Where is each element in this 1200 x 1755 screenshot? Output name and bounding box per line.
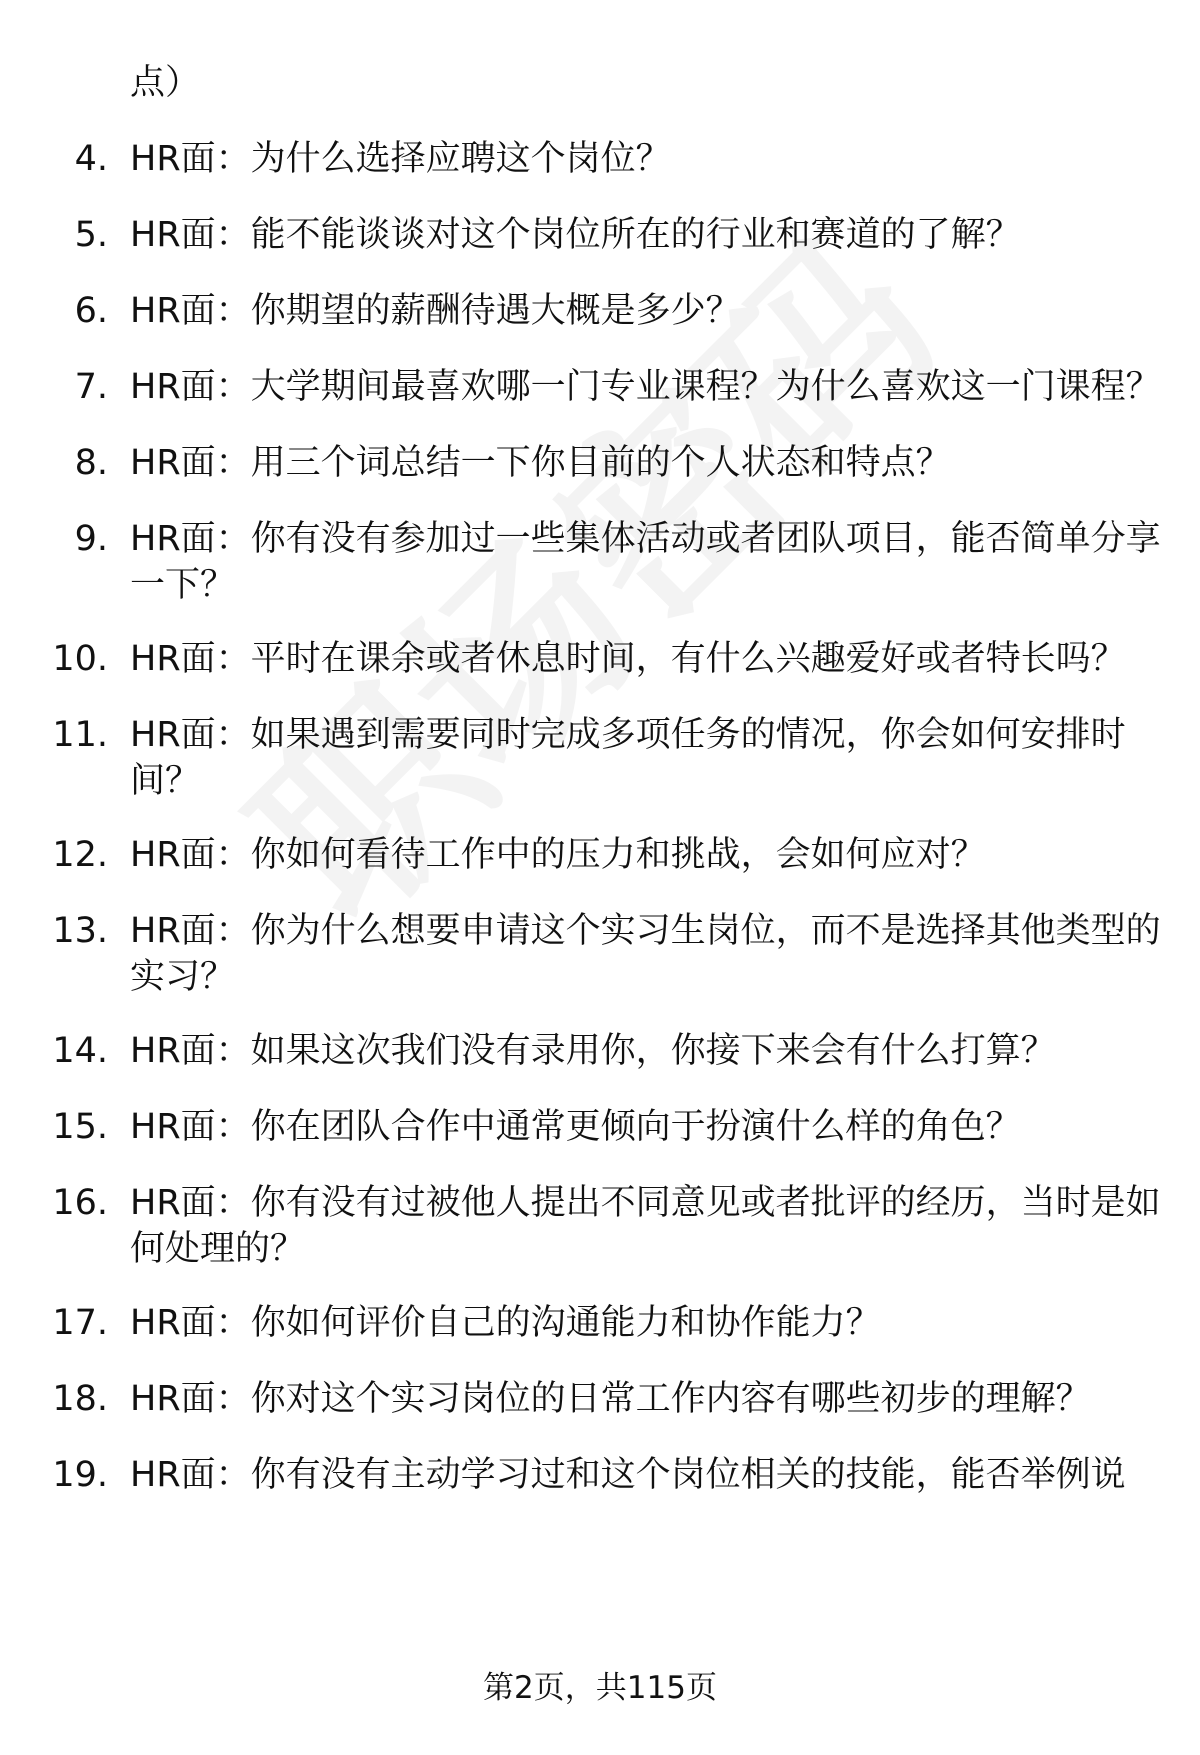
item-text: HR面：你在团队合作中通常更倾向于扮演什么样的角色？ — [130, 1107, 1021, 1147]
list-item — [0, 636, 1200, 684]
item-number: 18. — [52, 1379, 108, 1419]
item-number: 7. — [74, 367, 108, 407]
list-item — [0, 212, 1200, 260]
item-text: HR面：你如何看待工作中的压力和挑战，会如何应对？ — [130, 835, 986, 875]
item-number: 19. — [52, 1455, 108, 1495]
list-item — [0, 288, 1200, 336]
item-text: 点） — [130, 63, 201, 103]
item-number: 8. — [74, 443, 108, 483]
item-text: HR面：你为什么想要申请这个实习生岗位，而不是选择其他类型的实习？ — [130, 911, 1161, 997]
item-text: HR面：你对这个实习岗位的日常工作内容有哪些初步的理解？ — [130, 1379, 1091, 1419]
item-number: 13. — [52, 911, 108, 951]
list-item — [0, 1452, 1200, 1500]
item-number: 15. — [52, 1107, 108, 1147]
item-number: 12. — [52, 835, 108, 875]
page-footer: 第2页，共115页 — [483, 1670, 717, 1706]
item-number: 9. — [74, 519, 108, 559]
list-item — [0, 908, 1200, 1000]
list-item — [0, 60, 1200, 108]
list-item — [0, 136, 1200, 184]
item-text: HR面：能不能谈谈对这个岗位所在的行业和赛道的了解？ — [130, 215, 1021, 255]
item-text: HR面：你有没有过被他人提出不同意见或者批评的经历，当时是如何处理的？ — [130, 1183, 1161, 1269]
item-text: HR面：你有没有主动学习过和这个岗位相关的技能，能否举例说 — [130, 1455, 1126, 1495]
item-number: 4. — [74, 139, 108, 179]
item-text: HR面：为什么选择应聘这个岗位？ — [130, 139, 671, 179]
list-item — [0, 832, 1200, 880]
list-item — [0, 1104, 1200, 1152]
item-text: HR面：如果遇到需要同时完成多项任务的情况，你会如何安排时间？ — [130, 715, 1126, 801]
item-text: HR面：如果这次我们没有录用你，你接下来会有什么打算？ — [130, 1031, 1056, 1071]
item-text: HR面：用三个词总结一下你目前的个人状态和特点？ — [130, 443, 951, 483]
item-number: 6. — [74, 291, 108, 331]
item-number: 10. — [52, 639, 108, 679]
item-text: HR面：你有没有参加过一些集体活动或者团队项目，能否简单分享一下？ — [130, 519, 1161, 605]
list-item — [0, 1028, 1200, 1076]
question-list — [0, 60, 1200, 1500]
list-item — [0, 712, 1200, 804]
item-text: HR面：你期望的薪酬待遇大概是多少？ — [130, 291, 741, 331]
item-number: 5. — [74, 215, 108, 255]
item-number: 14. — [52, 1031, 108, 1071]
list-item — [0, 516, 1200, 608]
item-number: 16. — [52, 1183, 108, 1223]
list-item — [0, 440, 1200, 488]
list-item — [0, 1180, 1200, 1272]
item-number: 11. — [52, 715, 108, 755]
list-item — [0, 364, 1200, 412]
list-item — [0, 1376, 1200, 1424]
item-text: HR面：大学期间最喜欢哪一门专业课程？为什么喜欢这一门课程？ — [130, 367, 1161, 407]
item-text: HR面：平时在课余或者休息时间，有什么兴趣爱好或者特长吗？ — [130, 639, 1126, 679]
item-number: 17. — [52, 1303, 108, 1343]
list-item — [0, 1300, 1200, 1348]
item-text: HR面：你如何评价自己的沟通能力和协作能力？ — [130, 1303, 881, 1343]
